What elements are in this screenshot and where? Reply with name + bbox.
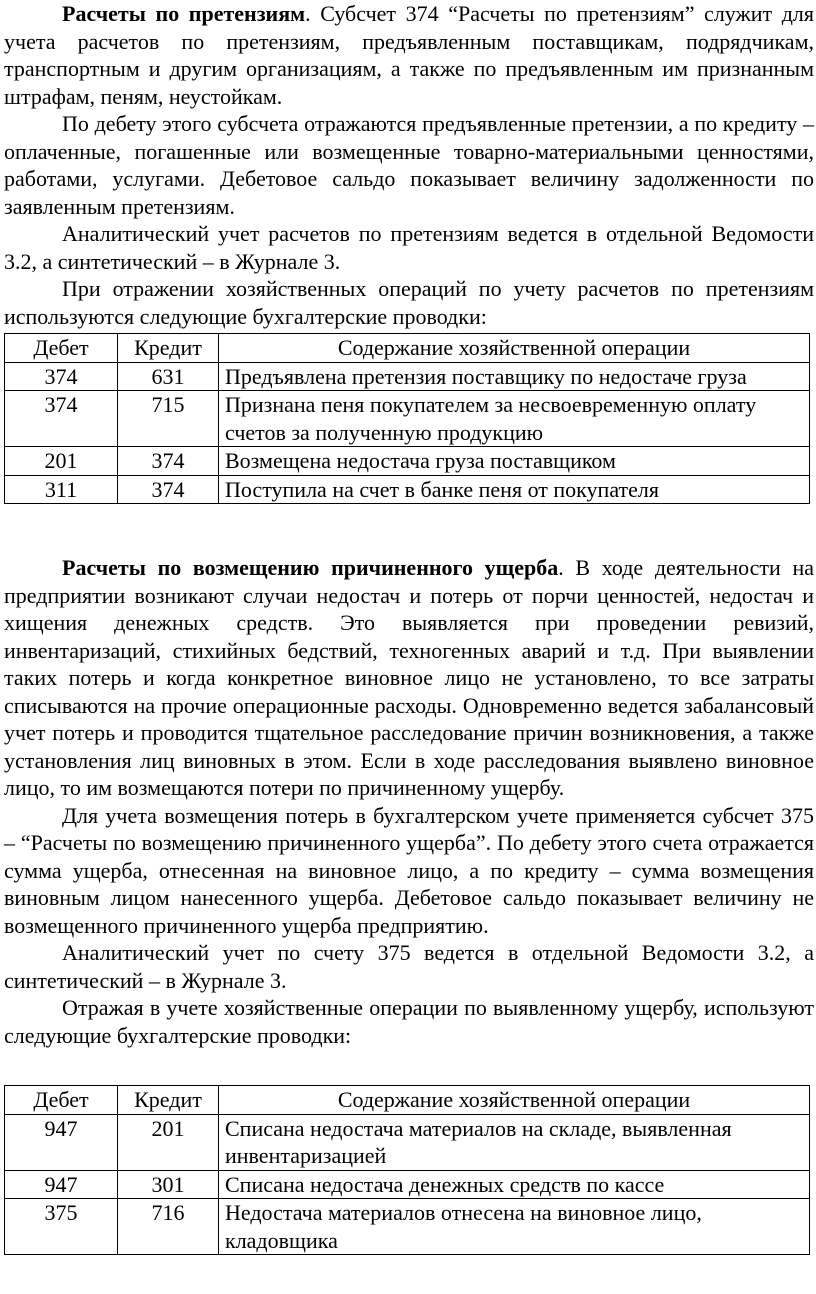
section2-paragraph-3: Аналитический учет по счету 375 ведется в отдельной Ведомости 3.2, а синтетический – в Журнале 3. <box>4 940 814 993</box>
header-description: Содержание хозяйственной операции <box>219 334 810 363</box>
credit-cell: 201 <box>118 1114 219 1170</box>
description-cell: Возмещена недостача груза поставщиком <box>219 447 810 476</box>
credit-cell: 715 <box>118 391 219 447</box>
document-page <box>4 0 814 1255</box>
table-row <box>5 1199 810 1255</box>
credit-cell: 301 <box>118 1170 219 1199</box>
debit-cell: 375 <box>5 1199 118 1255</box>
section2-paragraph-2: Для учета возмещения потерь в бухгалтерском учете применяется субсчет 375 – “Расчеты по возмещению причиненного ущерба”. По дебету этого счета отражается сумма ущерба, отнесенная на виновное лицо, а по кредиту – сумма возмещения виновным лицом нанесенного ущерба. Дебетовое сальдо показывает величину не возмещенного причиненного ущерба предприятию. <box>4 802 814 938</box>
header-credit: Кредит <box>118 334 219 363</box>
table-header-row <box>5 334 810 363</box>
section1-paragraph-4: При отражении хозяйственных операций по учету расчетов по претензиям используются следующие бухгалтерские проводки: <box>4 276 814 329</box>
section2-paragraph-1 <box>4 554 814 802</box>
section1-paragraph-2: По дебету этого субсчета отражаются предъявленные претензии, а по кредиту – оплаченные, погашенные или возмещенные товарно-материальными ценностями, работами, услугами. Дебетовое сальдо показывает величину задолженности по заявленным претензиям. <box>4 111 814 219</box>
debit-cell: 374 <box>5 391 118 447</box>
section2-paragraph-4: Отражая в учете хозяйственные операции по выявленному ущербу, используют следующие бухгалтерские проводки: <box>4 995 814 1048</box>
debit-cell: 947 <box>5 1114 118 1170</box>
debit-cell: 201 <box>5 447 118 476</box>
table-row <box>5 362 810 391</box>
description-cell: Предъявлена претензия поставщику по недостаче груза <box>219 362 810 391</box>
header-description: Содержание хозяйственной операции <box>219 1086 810 1115</box>
section2-heading: Расчеты по возмещению причиненного ущерба <box>62 555 559 580</box>
table-row <box>5 475 810 504</box>
section2-entries-table <box>4 1085 810 1255</box>
section1-paragraph-3: Аналитический учет расчетов по претензиям ведется в отдельной Ведомости 3.2, а синтетический – в Журнале 3. <box>4 221 814 274</box>
debit-cell: 947 <box>5 1170 118 1199</box>
debit-cell: 311 <box>5 475 118 504</box>
table-row <box>5 1170 810 1199</box>
table-header-row <box>5 1086 810 1115</box>
header-credit: Кредит <box>118 1086 219 1115</box>
table-row <box>5 391 810 447</box>
header-debit: Дебет <box>5 334 118 363</box>
description-cell: Поступила на счет в банке пеня от покупателя <box>219 475 810 504</box>
table-row <box>5 1114 810 1170</box>
debit-cell: 374 <box>5 362 118 391</box>
credit-cell: 374 <box>118 447 219 476</box>
description-cell: Недостача материалов отнесена на виновное лицо, кладовщика <box>219 1199 810 1255</box>
header-debit: Дебет <box>5 1086 118 1115</box>
section2-p1-text: . В ходе деятельности на предприятии возникают случаи недостач и потерь от порчи ценностей, недостач и хищения денежных средств. Это выявляется при проведении ревизий, инвентаризаций, стихийных бедствий, техногенных аварий и т.д. При выявлении таких потерь и когда конкретное виновное лицо не установлено, то все затраты списываются на прочие операционные расходы. Одновременно ведется забалансовый учет потерь и проводится тщательное расследование причин возникновения, а также установления лиц виновных в этом. Если в ходе расследования выявлено виновное лицо, то им возмещаются потери по причиненному ущербу. <box>4 555 814 800</box>
credit-cell: 631 <box>118 362 219 391</box>
section1-paragraph-1 <box>4 0 814 110</box>
description-cell: Признана пеня покупателем за несвоевременную оплату счетов за полученную продукцию <box>219 391 810 447</box>
credit-cell: 716 <box>118 1199 219 1255</box>
description-cell: Списана недостача материалов на складе, выявленная инвентаризацией <box>219 1114 810 1170</box>
section1-heading: Расчеты по претензиям <box>62 1 306 26</box>
section1-entries-table <box>4 333 810 504</box>
table-row <box>5 447 810 476</box>
credit-cell: 374 <box>118 475 219 504</box>
description-cell: Списана недостача денежных средств по кассе <box>219 1170 810 1199</box>
section1-p1-text: . Субсчет 374 “Расчеты по претензиям” служит для учета расчетов по претензиям, предъявленным поставщикам, подрядчикам, транспортным и другим организациям, а также по предъявленным им признанным штрафам, пеням, неустойкам. <box>4 1 814 109</box>
